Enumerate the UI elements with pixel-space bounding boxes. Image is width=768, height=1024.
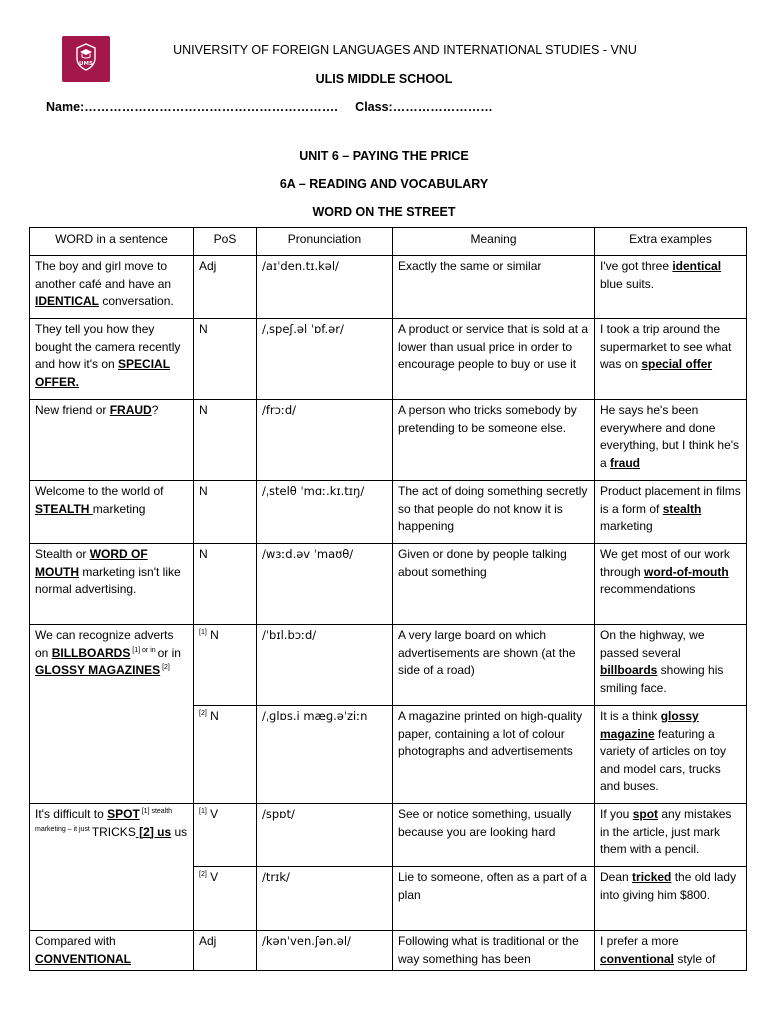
pronunciation-cell: /ˌstelθ ˈmɑː.kɪ.tɪŋ/ xyxy=(257,481,393,544)
target-word: SPOT xyxy=(107,807,140,821)
sentence-cell xyxy=(30,931,194,971)
cell-text: recommendations xyxy=(600,582,696,596)
cell-text: V xyxy=(210,870,219,884)
pos-cell: N xyxy=(194,400,257,481)
cell-text: I prefer a more xyxy=(600,934,679,948)
cell-text: V xyxy=(210,807,219,821)
example-word: billboards xyxy=(600,663,658,677)
footnote-mark: [2] xyxy=(199,710,207,717)
pronunciation-cell: /wɜːd.əv ˈmaʊθ/ xyxy=(257,544,393,625)
table-row xyxy=(30,804,747,867)
pronunciation-cell: /spɒt/ xyxy=(257,804,393,867)
example-word: identical xyxy=(672,259,722,273)
cell-text: If you xyxy=(600,807,633,821)
example-cell xyxy=(595,544,747,625)
class-label: Class:…………………… xyxy=(355,100,493,114)
table-row xyxy=(30,931,747,971)
example-word: conventional xyxy=(600,951,675,966)
column-header: PoS xyxy=(194,228,257,256)
pos-cell xyxy=(194,625,257,706)
pronunciation-cell: /aɪˈden.tɪ.kəl/ xyxy=(257,256,393,319)
sentence-cell xyxy=(30,256,194,319)
example-cell xyxy=(595,400,747,481)
unit-title: UNIT 6 – PAYING THE PRICE xyxy=(299,149,469,163)
name-class-line xyxy=(46,100,493,114)
cell-text: Dean xyxy=(600,870,633,884)
target-word: GLOSSY MAGAZINES xyxy=(35,663,161,677)
table-row xyxy=(30,544,747,625)
table-header-row xyxy=(30,228,747,256)
meaning-cell: A magazine printed on high-quality paper, containing a lot of colour photographs and advertisements xyxy=(393,706,595,804)
cell-text: marketing xyxy=(600,519,653,533)
meaning-cell: See or notice something, usually because you are looking hard xyxy=(393,804,595,867)
target-word: CONVENTIONAL xyxy=(35,951,131,966)
cell-text: He says he's been everywhere and done everything, but I think he's a xyxy=(600,403,740,470)
example-word: glossy magazine xyxy=(600,709,699,741)
cell-text: They tell you how they bought the camera recently and how it's on xyxy=(35,322,181,371)
pronunciation-cell: /kənˈven.ʃən.əl/ xyxy=(257,931,393,971)
cell-text: marketing xyxy=(92,501,146,516)
sentence-cell xyxy=(30,400,194,481)
cell-text: marketing isn't like normal advertising. xyxy=(35,564,181,596)
target-word: [2] us xyxy=(135,824,172,839)
example-word: special offer xyxy=(641,357,713,371)
cell-text: It is a think xyxy=(600,709,661,723)
sentence-cell xyxy=(30,804,194,931)
example-cell xyxy=(595,931,747,971)
footnote-mark: [2] xyxy=(199,871,207,878)
cell-text: any mistakes in the article, just mark them with a pencil. xyxy=(600,807,732,856)
sentence-cell xyxy=(30,319,194,400)
sentence-cell xyxy=(30,625,194,804)
column-header: WORD in a sentence xyxy=(30,228,194,256)
cell-text: On the highway, we passed several xyxy=(600,628,705,660)
pronunciation-cell: /trɪk/ xyxy=(257,867,393,931)
table-row xyxy=(30,481,747,544)
example-word: spot xyxy=(632,807,659,821)
table-row xyxy=(30,400,747,481)
sentence-cell xyxy=(30,481,194,544)
sentence-cell xyxy=(30,544,194,625)
cell-text: The boy and girl move to another café and have an xyxy=(35,259,172,291)
cell-text: blue suits. xyxy=(600,276,655,291)
pos-cell: N xyxy=(194,544,257,625)
example-word: fraud xyxy=(610,455,641,470)
meaning-cell: The act of doing something secretly so that people do not know it is happening xyxy=(393,481,595,544)
example-word: word-of-mouth xyxy=(644,564,729,579)
vocabulary-table xyxy=(29,227,747,971)
example-cell xyxy=(595,319,747,400)
meaning-cell: Lie to someone, often as a part of a plan xyxy=(393,867,595,931)
section-title: 6A – READING AND VOCABULARY xyxy=(279,177,489,191)
pronunciation-cell: /ˌɡlɒs.i mæɡ.əˈziːn xyxy=(257,706,393,804)
column-header: Meaning xyxy=(393,228,595,256)
pronunciation-cell: /ˈbɪl.bɔːd/ xyxy=(257,625,393,706)
school-name: ULIS MIDDLE SCHOOL xyxy=(315,72,453,86)
meaning-cell: A very large board on which advertisements are shown (at the side of a road) xyxy=(393,625,595,706)
column-header: Extra examples xyxy=(595,228,747,256)
cell-text: conversation. xyxy=(99,294,174,308)
name-label: Name:……………………………………………………. xyxy=(46,100,338,114)
cell-text: Welcome to the world of xyxy=(35,484,164,498)
cell-text: It's difficult to xyxy=(35,807,108,821)
target-word: BILLBOARDS xyxy=(51,645,131,660)
example-cell xyxy=(595,706,747,804)
cell-text: N xyxy=(210,709,219,723)
pos-cell: N xyxy=(194,319,257,400)
meaning-cell: Exactly the same or similar xyxy=(393,256,595,319)
target-word: STEALTH xyxy=(35,501,93,516)
table-row xyxy=(30,256,747,319)
cell-text: or in xyxy=(157,645,181,660)
pos-cell: Adj xyxy=(194,256,257,319)
cell-text: I took a trip around the supermarket to see what was on xyxy=(600,322,732,371)
cell-text: Product placement in films is a form of xyxy=(600,484,741,516)
cell-text: Compared with xyxy=(35,934,116,948)
footnote-mark: [1] xyxy=(199,808,207,815)
cell-text: TRICKS xyxy=(91,824,136,839)
meaning-cell: A person who tricks somebody by pretending to be someone else. xyxy=(393,400,595,481)
table-row xyxy=(30,319,747,400)
logo-text: UMS xyxy=(79,61,93,67)
pronunciation-cell: /frɔːd/ xyxy=(257,400,393,481)
cell-text: showing his smiling face. xyxy=(600,663,724,695)
cell-text: Stealth or xyxy=(35,547,90,561)
pos-cell: N xyxy=(194,481,257,544)
example-word: stealth xyxy=(662,501,702,516)
target-word: WORD OF MOUTH xyxy=(35,547,148,579)
example-cell xyxy=(595,804,747,867)
cell-text: New friend or xyxy=(35,403,110,417)
example-cell xyxy=(595,256,747,319)
example-cell xyxy=(595,481,747,544)
footnote-mark: [1] or in xyxy=(130,646,158,654)
cell-text: N xyxy=(210,628,219,642)
cell-text: I've got three xyxy=(600,259,673,273)
target-word: SPECIAL OFFER. xyxy=(35,357,171,389)
subtitle: WORD ON THE STREET xyxy=(312,205,456,219)
pos-cell xyxy=(194,804,257,867)
example-word: tricked xyxy=(632,870,672,884)
column-header: Pronunciation xyxy=(257,228,393,256)
pos-cell xyxy=(194,706,257,804)
cell-text: style of xyxy=(674,951,716,966)
table-row xyxy=(30,625,747,706)
university-name: UNIVERSITY OF FOREIGN LANGUAGES AND INTERNATIONAL STUDIES - VNU xyxy=(173,43,637,57)
cell-text: ? xyxy=(151,403,159,417)
cell-text: the old lady into giving him $800. xyxy=(600,870,737,902)
cell-text: featuring a variety of articles on toy and model cars, trucks and buses. xyxy=(600,726,727,793)
cell-text: We get most of our work through xyxy=(600,547,730,579)
example-cell xyxy=(595,625,747,706)
pos-cell xyxy=(194,867,257,931)
target-word: IDENTICAL xyxy=(35,294,99,308)
cell-text: us xyxy=(171,824,188,839)
footnote-mark: [1] stealth marketing – it just xyxy=(35,808,173,833)
cell-text: We can recognize adverts on xyxy=(35,628,174,660)
target-word: FRAUD xyxy=(109,403,152,417)
example-cell xyxy=(595,867,747,931)
meaning-cell: A product or service that is sold at a lower than usual price in order to encourage people to buy or use it xyxy=(393,319,595,400)
meaning-cell: Following what is traditional or the way something has been xyxy=(393,931,595,971)
meaning-cell: Given or done by people talking about something xyxy=(393,544,595,625)
pronunciation-cell: /ˌspeʃ.əl ˈɒf.ər/ xyxy=(257,319,393,400)
pos-cell: Adj xyxy=(194,931,257,971)
footnote-mark: [1] xyxy=(199,629,207,636)
footnote-mark: [2] xyxy=(160,664,170,671)
